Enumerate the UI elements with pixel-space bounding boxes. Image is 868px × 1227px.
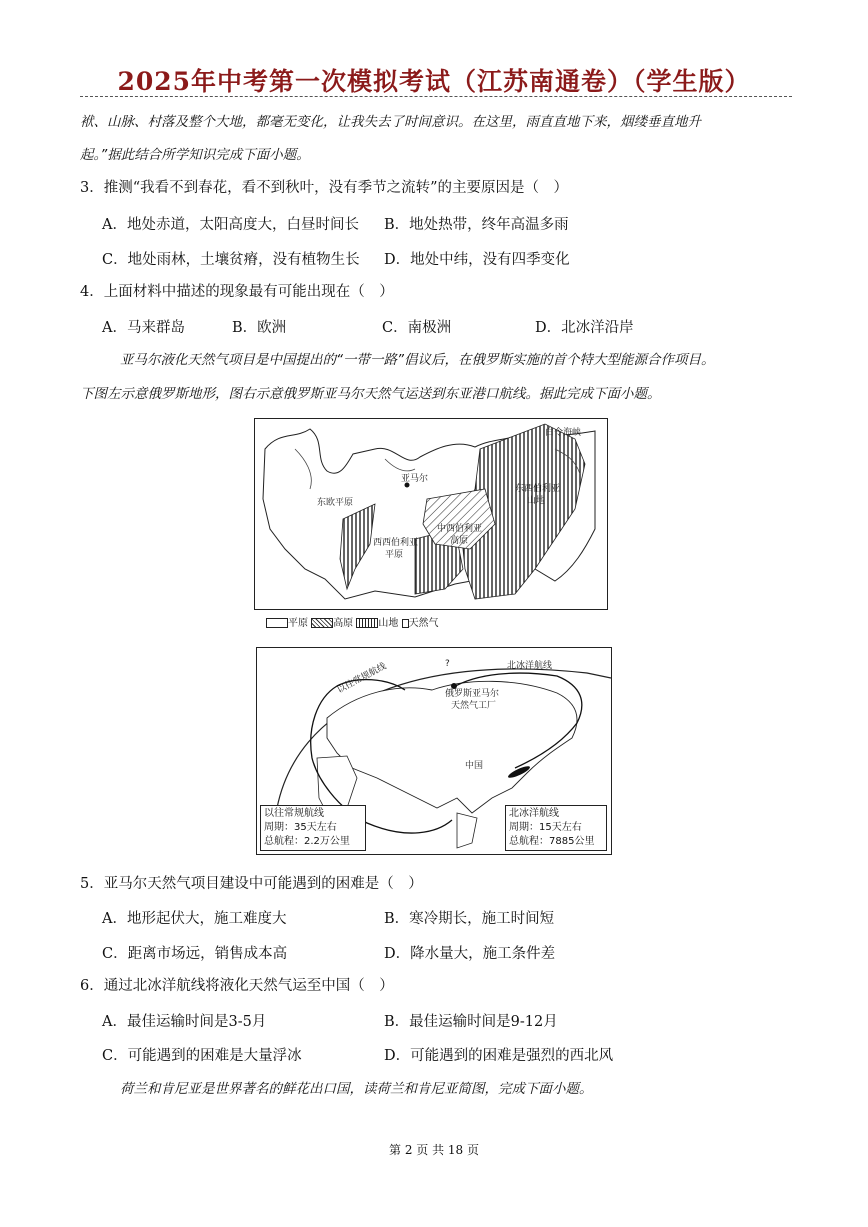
passage-3-line-1: 荷兰和肯尼亚是世界著名的鲜花出口国，读荷兰和肯尼亚简图，完成下面小题。 xyxy=(120,1081,593,1097)
legend-mountain-swatch xyxy=(356,618,378,628)
russia-terrain-map xyxy=(254,418,608,610)
question-5-option-c[interactable]: C．距离市场远，销售成本高 xyxy=(102,946,288,962)
question-4-option-c[interactable]: C．南极洲 xyxy=(382,320,452,336)
title-divider xyxy=(80,96,792,97)
label-east-siberia: 东西伯利亚 xyxy=(515,484,561,494)
label-mountains: 山地 xyxy=(527,496,546,506)
intro-line-2: 起。”据此结合所学知识完成下面小题。 xyxy=(80,147,310,163)
label-china: 中国 xyxy=(465,761,484,771)
label-plateau: 高原 xyxy=(450,536,469,546)
legend-gas-swatch xyxy=(402,619,409,628)
question-4-option-d[interactable]: D．北冰洋沿岸 xyxy=(535,320,634,336)
old-route-info-box xyxy=(260,805,366,851)
legend-plain: 平原 xyxy=(288,618,308,629)
russia-terrain-svg xyxy=(255,419,607,609)
question-6-option-d[interactable]: D．可能遇到的困难是强烈的西北风 xyxy=(384,1048,614,1064)
question-5-option-b[interactable]: B．寒冷期长，施工时间短 xyxy=(384,911,555,927)
question-4-option-b[interactable]: B．欧洲 xyxy=(232,320,287,336)
page-title: 2025年中考第一次模拟考试（江苏南通卷）（学生版） xyxy=(117,67,751,96)
question-5-option-d[interactable]: D．降水量大，施工条件差 xyxy=(384,946,556,962)
arctic-route-box-period: 周期：15天左右 xyxy=(509,822,582,833)
question-6-option-c[interactable]: C．可能遇到的困难是大量浮冰 xyxy=(102,1048,302,1064)
label-plant-line-2: 天然气工厂 xyxy=(451,701,497,711)
old-route-box-title: 以往常规航线 xyxy=(264,808,324,819)
page-number: 第 2 页 共 18 页 xyxy=(389,1143,479,1157)
question-6-option-b[interactable]: B．最佳运输时间是9-12月 xyxy=(384,1014,558,1030)
passage-2-line-2: 下图左示意俄罗斯地形，图右示意俄罗斯亚马尔天然气运送到东亚港口航线。据此完成下面小题。 xyxy=(80,386,661,402)
shipping-route-map xyxy=(256,647,612,855)
label-central-siberia: 中西伯利亚 xyxy=(437,524,483,534)
legend-mountain: 山地 xyxy=(378,618,399,629)
arctic-route-box-distance: 总航程：7885公里 xyxy=(509,836,595,847)
old-route-box-distance: 总航程：2.2万公里 xyxy=(264,836,350,847)
label-plant-line-1: 俄罗斯亚马尔 xyxy=(445,689,500,699)
label-bering-strait: 白令海峡 xyxy=(545,428,582,438)
terrain-legend xyxy=(266,614,439,628)
legend-gas: 天然气 xyxy=(408,618,439,629)
arctic-route-box-title: 北冰洋航线 xyxy=(509,808,559,819)
legend-plain-swatch xyxy=(266,618,288,628)
question-5-option-a[interactable]: A．地形起伏大，施工难度大 xyxy=(102,911,287,927)
label-old-route: 以往常规航线 xyxy=(335,661,389,696)
intro-line-1: 袱、山脉、村落及整个大地，都毫无变化，让我失去了时间意识。在这里，雨直直地下来，烟缕垂直地升 xyxy=(80,114,701,130)
label-west-siberia: 西西伯利亚 xyxy=(373,538,419,548)
legend-plateau: 高原 xyxy=(333,618,354,629)
arctic-route-info-box xyxy=(505,805,607,851)
question-3-option-c[interactable]: C．地处雨林，土壤贫瘠，没有植物生长 xyxy=(102,252,360,268)
question-3-option-a[interactable]: A．地处赤道，太阳高度大，白昼时间长 xyxy=(102,217,359,233)
label-arctic-route: 北冰洋航线 xyxy=(507,661,553,671)
label-question-mark: ? xyxy=(445,659,450,669)
label-yamal: 亚马尔 xyxy=(401,474,429,484)
question-3-option-b[interactable]: B．地处热带，终年高温多雨 xyxy=(384,217,569,233)
question-4-option-a[interactable]: A．马来群岛 xyxy=(102,320,185,336)
label-plain: 平原 xyxy=(385,550,404,560)
question-3-option-d[interactable]: D．地处中纬，没有四季变化 xyxy=(384,252,570,268)
question-6-option-a[interactable]: A．最佳运输时间是3-5月 xyxy=(102,1014,267,1030)
old-route-box-period: 周期：35天左右 xyxy=(264,822,337,833)
question-3-stem: 3．推测“我看不到春花，看不到秋叶，没有季节之流转”的主要原因是（ ） xyxy=(80,180,569,196)
label-east-european-plain: 东欧平原 xyxy=(317,498,354,508)
passage-2-line-1: 亚马尔液化天然气项目是中国提出的“一带一路”倡议后，在俄罗斯实施的首个特大型能源合作项目。 xyxy=(120,352,715,368)
question-5-stem: 5．亚马尔天然气项目建设中可能遇到的困难是（ ） xyxy=(80,876,423,892)
legend-plateau-swatch xyxy=(311,618,333,628)
question-6-stem: 6．通过北冰洋航线将液化天然气运至中国（ ） xyxy=(80,978,394,994)
question-4-stem: 4．上面材料中描述的现象最有可能出现在（ ） xyxy=(80,284,394,300)
